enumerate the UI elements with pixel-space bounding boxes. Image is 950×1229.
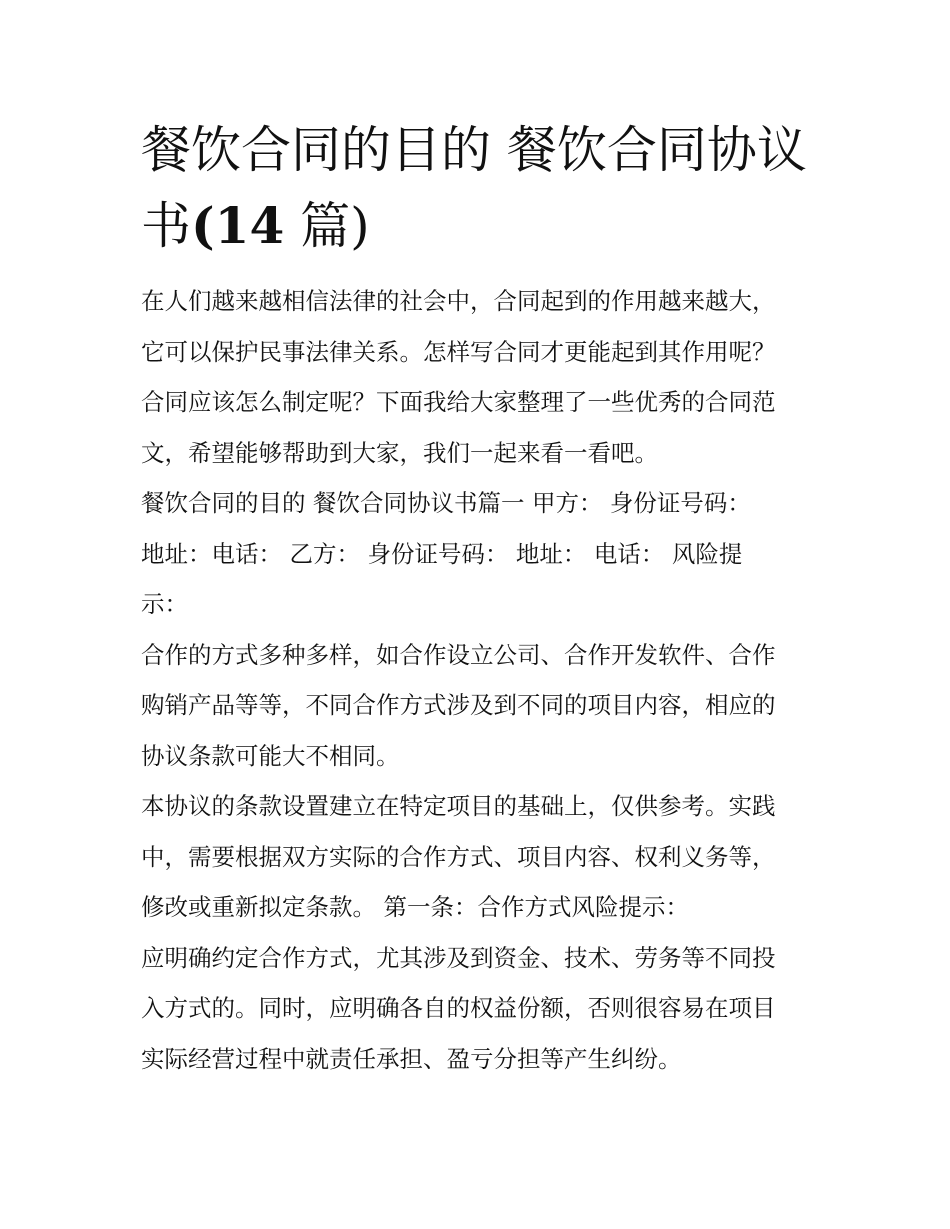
text-line: 入方式的。同时，应明确各自的权益份额，否则很容易在项目 bbox=[141, 994, 776, 1022]
text-line: 中，需要根据双方实际的合作方式、项目内容、权利义务等， bbox=[141, 842, 776, 871]
title-text-pian: 篇) bbox=[300, 197, 370, 255]
text-line: 合作的方式多种多样，如合作设立公司、合作开发软件、合作 bbox=[141, 640, 776, 669]
title-text-line1: 餐饮合同的目的 餐饮合同协议 bbox=[141, 121, 807, 179]
text-line: 实际经营过程中就责任承担、盈亏分担等产生纠纷。 bbox=[141, 1044, 682, 1073]
paragraph-intro bbox=[141, 276, 821, 478]
text-line: 购销产品等等，不同合作方式涉及到不同的项目内容，相应的 bbox=[141, 691, 776, 719]
title-count: (14 bbox=[191, 196, 285, 255]
text-line: 文，希望能够帮助到大家，我们一起来看一看吧。 bbox=[141, 438, 658, 467]
text-line: 合同应该怎么制定呢？下面我给大家整理了一些优秀的合同范 bbox=[141, 388, 776, 416]
text-line: 应明确约定合作方式，尤其涉及到资金、技术、劳务等不同投 bbox=[141, 943, 776, 972]
title-text-book: 书 bbox=[141, 197, 191, 255]
paragraph-cooperation-methods bbox=[141, 630, 821, 782]
document-title bbox=[141, 112, 821, 264]
text-line: 本协议的条款设置建立在特定项目的基础上，仅供参考。实践 bbox=[141, 792, 776, 820]
paragraph-clause-basis bbox=[141, 781, 821, 933]
text-line: 餐饮合同的目的 餐饮合同协议书篇一 甲方： 身份证号码： bbox=[141, 489, 751, 517]
paragraph-parties bbox=[141, 478, 821, 630]
text-line: 协议条款可能大不相同。 bbox=[141, 741, 400, 770]
document-body bbox=[141, 276, 821, 1084]
text-line: 修改或重新拟定条款。 第一条：合作方式风险提示： bbox=[141, 893, 689, 921]
text-line: 地址：电话： 乙方： 身份证号码： 地址： 电话： 风险提 bbox=[141, 539, 743, 568]
text-line: 它可以保护民事法律关系。怎样写合同才更能起到其作用呢？ bbox=[141, 337, 776, 366]
text-line: 示： bbox=[141, 590, 188, 618]
text-line: 在人们越来越相信法律的社会中，合同起到的作用越来越大， bbox=[141, 287, 776, 315]
paragraph-risk-notice bbox=[141, 933, 821, 1085]
